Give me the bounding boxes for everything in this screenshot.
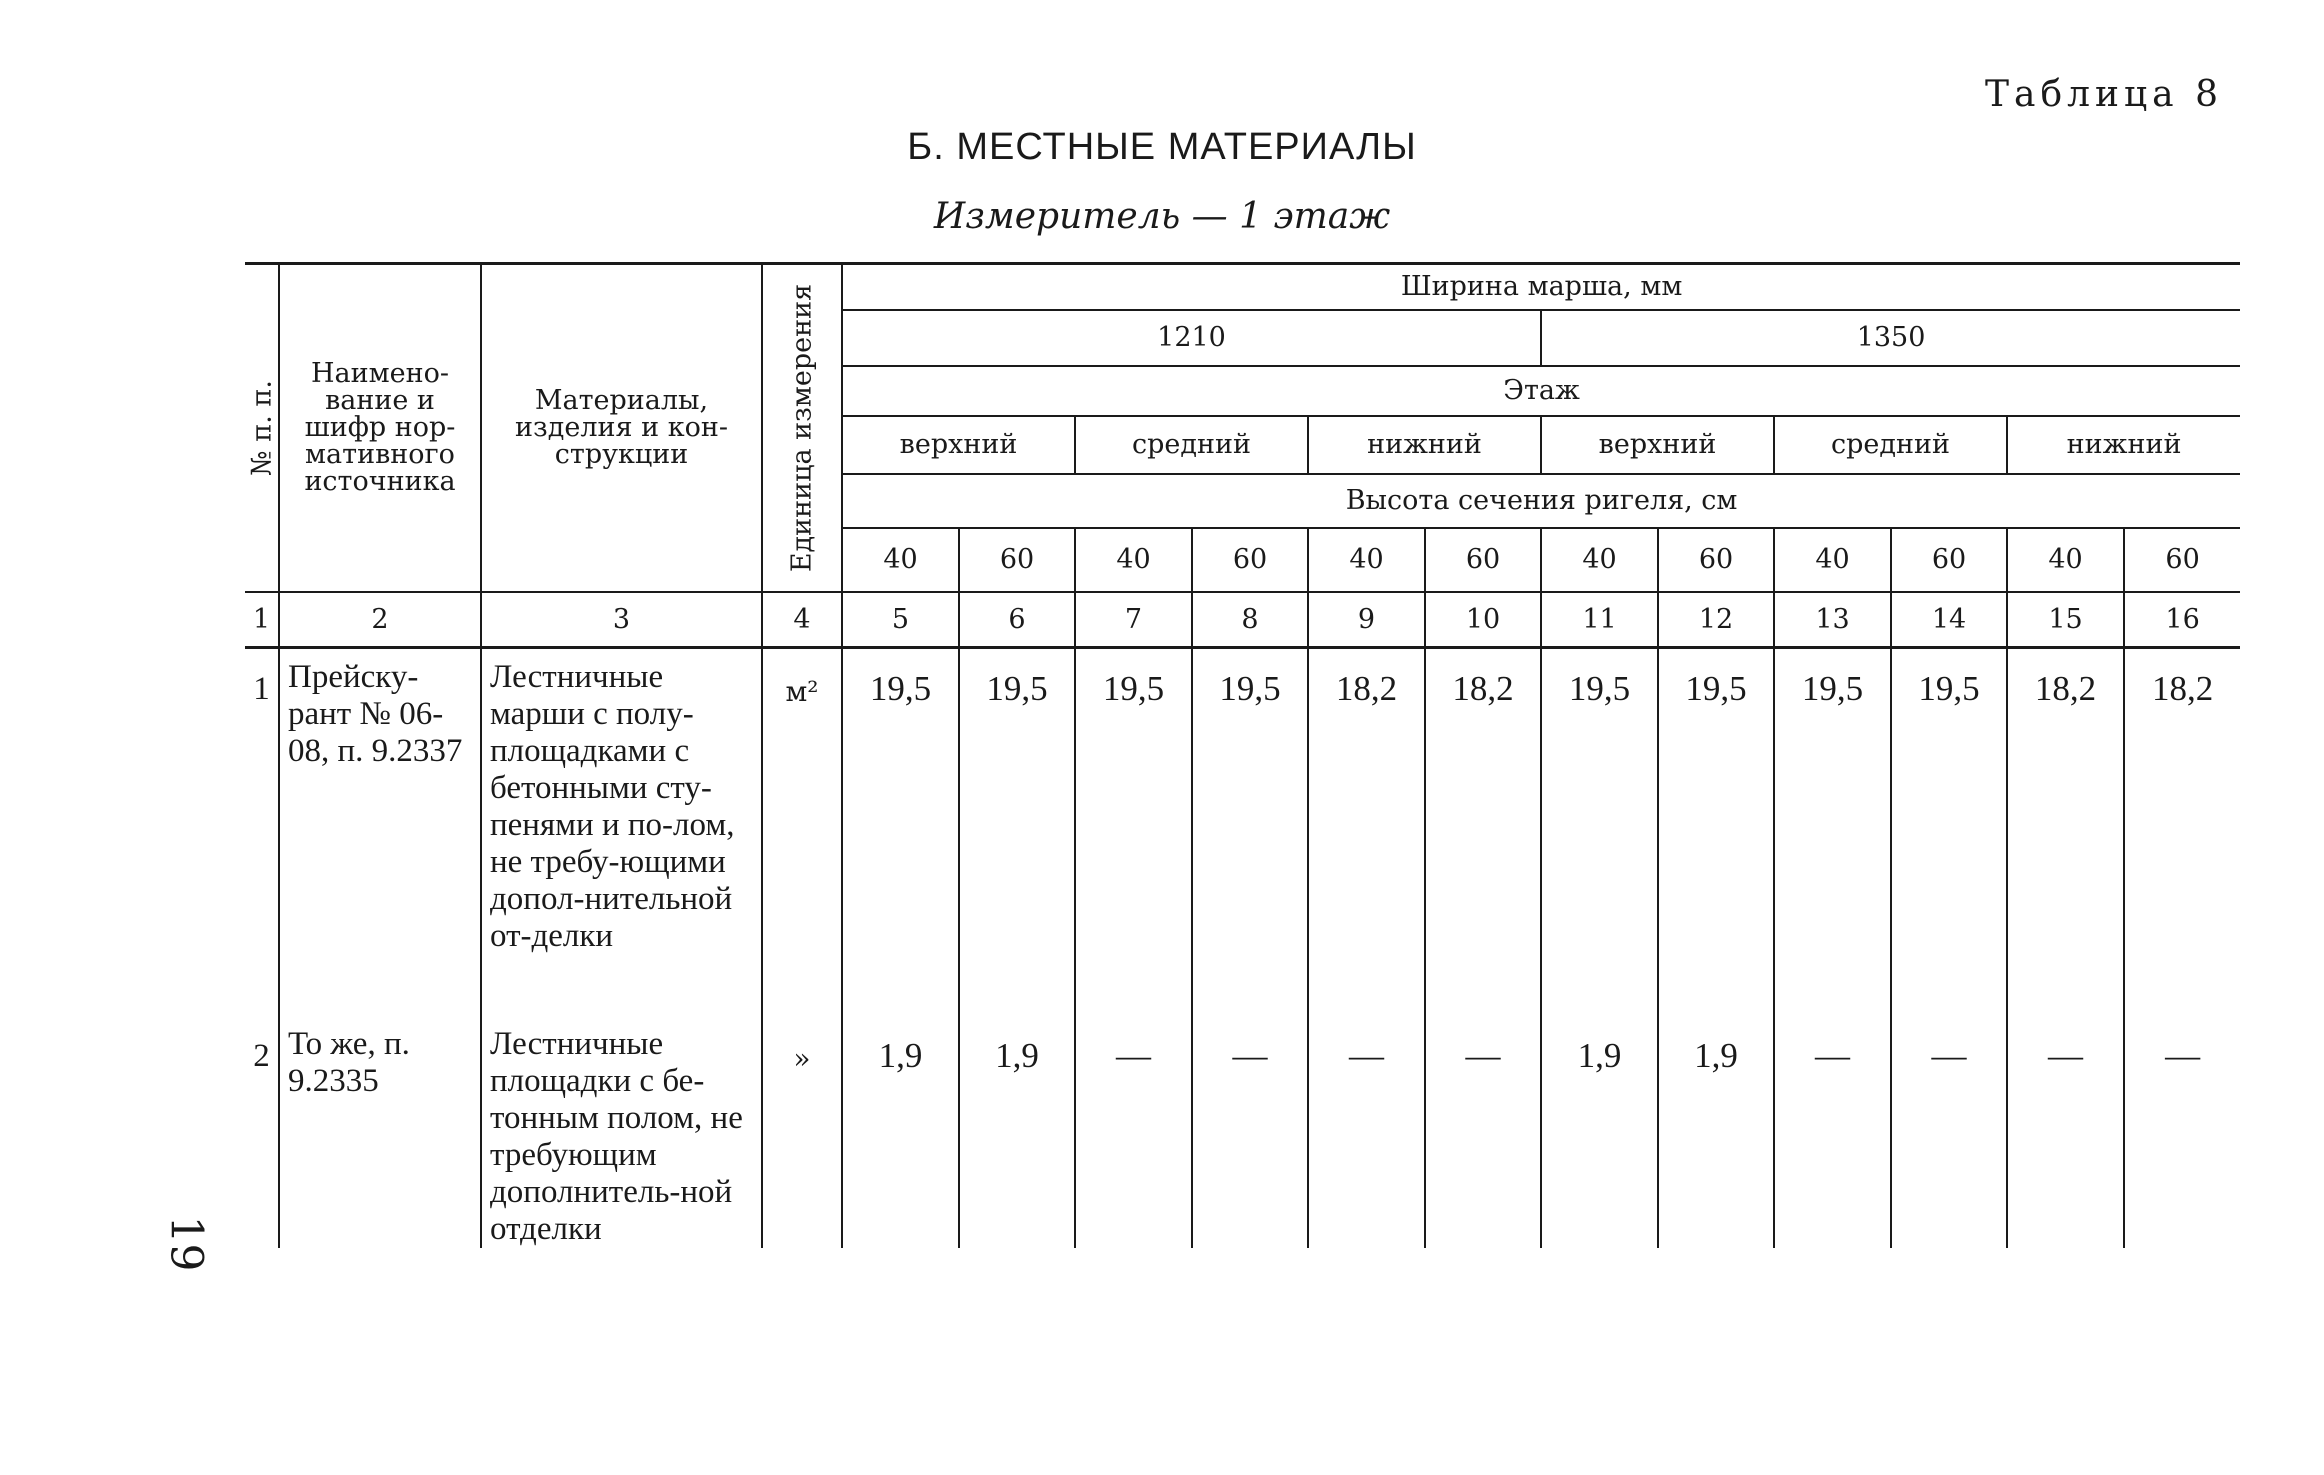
- header-floor-lower: нижний: [1308, 416, 1541, 474]
- row-value: —: [1891, 1016, 2007, 1248]
- table-row: [245, 1016, 2240, 1248]
- header-beam-value: 60: [1658, 528, 1774, 592]
- header-floor-upper: верхний: [1541, 416, 1774, 474]
- header-beam-value: 60: [1425, 528, 1541, 592]
- row-value: 18,2: [2007, 648, 2124, 1016]
- row-unit: м²: [762, 648, 842, 1016]
- row-value: —: [1774, 1016, 1891, 1248]
- header-beam-value: 60: [2124, 528, 2240, 592]
- column-number: 3: [481, 592, 762, 648]
- row-value: 1,9: [959, 1016, 1075, 1248]
- row-unit: »: [762, 1016, 842, 1248]
- column-number: 11: [1541, 592, 1658, 648]
- section-title: Б. МЕСТНЫЕ МАТЕРИАЛЫ: [907, 126, 1417, 168]
- row-value: —: [1308, 1016, 1425, 1248]
- header-materials: Материалы, изделия и кон-струкции: [481, 264, 762, 592]
- header-beam-value: 40: [1541, 528, 1658, 592]
- header-unit: Единица измерения: [762, 264, 842, 592]
- header-beam-value: 40: [1774, 528, 1891, 592]
- column-number: 5: [842, 592, 959, 648]
- header-beam-value: 40: [842, 528, 959, 592]
- header-floor: Этаж: [842, 366, 2240, 416]
- row-value: 19,5: [1891, 648, 2007, 1016]
- header-beam-value: 40: [1308, 528, 1425, 592]
- header-width: Ширина марша, мм: [842, 264, 2240, 310]
- row-value: —: [1192, 1016, 1308, 1248]
- header-width-1350: 1350: [1541, 310, 2240, 366]
- row-value: 19,5: [1192, 648, 1308, 1016]
- row-value: 1,9: [842, 1016, 959, 1248]
- column-number: 15: [2007, 592, 2124, 648]
- row-number: 2: [253, 1037, 270, 1074]
- header-row-number: № п. п.: [245, 264, 279, 592]
- row-material: Лестничные марши с полу-площадками с бетонными сту-пенями и по-лом, не требу-ющими допол-нительной от-делки: [481, 648, 762, 1016]
- column-number: 16: [2124, 592, 2240, 648]
- column-number: 6: [959, 592, 1075, 648]
- page-number: 19: [160, 1215, 212, 1272]
- header-beam-value: 60: [959, 528, 1075, 592]
- header-source: Наимено-вание и шифр нор-мативного источника: [279, 264, 481, 592]
- row-material: Лестничные площадки с бе-тонным полом, не требующим дополнитель-ной отделки: [481, 1016, 762, 1248]
- row-value: 1,9: [1541, 1016, 1658, 1248]
- row-value: 19,5: [1658, 648, 1774, 1016]
- header-beam-value: 60: [1192, 528, 1308, 592]
- header-floor-middle: средний: [1075, 416, 1308, 474]
- row-value: 19,5: [959, 648, 1075, 1016]
- row-value: 19,5: [1075, 648, 1192, 1016]
- header-beam-value: 40: [2007, 528, 2124, 592]
- header-floor-upper: верхний: [842, 416, 1075, 474]
- row-value: —: [2124, 1016, 2240, 1248]
- row-number: 1: [253, 671, 270, 707]
- row-value: 18,2: [2124, 648, 2240, 1016]
- table-label: Таблица 8: [1985, 74, 2223, 115]
- row-value: 18,2: [1425, 648, 1541, 1016]
- table-row: [245, 648, 2240, 1016]
- column-number: 12: [1658, 592, 1774, 648]
- header-beam-height: Высота сечения ригеля, см: [842, 474, 2240, 528]
- column-number: 1: [245, 592, 279, 648]
- column-number: 9: [1308, 592, 1425, 648]
- column-number: 13: [1774, 592, 1891, 648]
- column-number: 14: [1891, 592, 2007, 648]
- column-number: 4: [762, 592, 842, 648]
- row-value: 18,2: [1308, 648, 1425, 1016]
- header-beam-value: 40: [1075, 528, 1192, 592]
- header-beam-value: 60: [1891, 528, 2007, 592]
- row-value: 19,5: [1774, 648, 1891, 1016]
- header-floor-lower: нижний: [2007, 416, 2240, 474]
- row-value: 1,9: [1658, 1016, 1774, 1248]
- column-number: 2: [279, 592, 481, 648]
- header-width-1210: 1210: [842, 310, 1541, 366]
- row-value: —: [1425, 1016, 1541, 1248]
- subtitle: Измеритель — 1 этаж: [933, 196, 1391, 237]
- row-source: То же, п. 9.2335: [279, 1016, 481, 1248]
- materials-table: [245, 262, 2240, 1248]
- row-value: —: [1075, 1016, 1192, 1248]
- row-source: Прейску-рант № 06-08, п. 9.2337: [279, 648, 481, 1016]
- row-value: 19,5: [842, 648, 959, 1016]
- header-floor-middle: средний: [1774, 416, 2007, 474]
- column-number: 7: [1075, 592, 1192, 648]
- column-number: 8: [1192, 592, 1308, 648]
- column-number: 10: [1425, 592, 1541, 648]
- row-value: —: [2007, 1016, 2124, 1248]
- row-value: 19,5: [1541, 648, 1658, 1016]
